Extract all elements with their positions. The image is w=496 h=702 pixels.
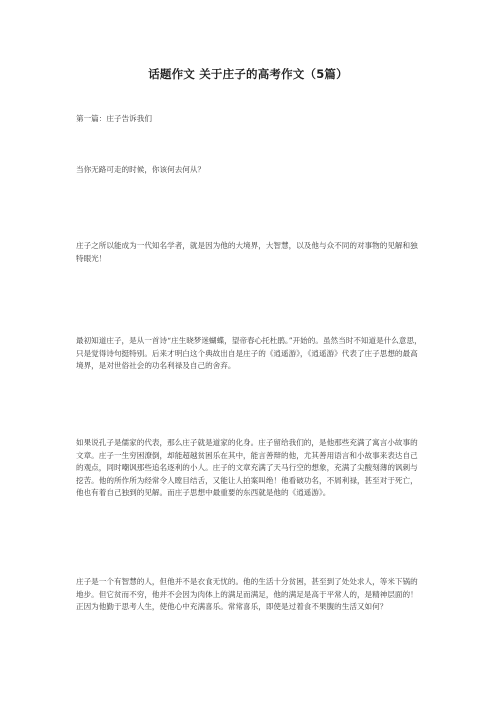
paragraph: 庄子之所以能成为一代知名学者，就是因为他的大境界，大智慧，以及他与众不同的对事物的见解和独特眼光！: [76, 241, 418, 263]
document-title: 话题作文 关于庄子的高考作文（5篇）: [148, 67, 348, 81]
section-heading: 第一篇：庄子告诉我们: [76, 114, 152, 123]
paragraph: 庄子是一个有智慧的人，但他并不是衣食无忧的。他的生活十分贫困，甚至到了处处求人，等米下锅的地步。但它贫而不穷，他并不会因为肉体上的满足而满足，他的满足是高于平常人的，是精神层面的！正因为他勤于思考人生，使他心中充满喜乐。常常喜乐，即使是过着食不果腹的生活又如何？: [76, 577, 418, 612]
paragraph: 如果说孔子是儒家的代表，那么庄子就是道家的化身。庄子留给我们的，是他那些充满了寓言小故事的文章。庄子一生穷困潦倒，却能超越贫困乐在其中，能言善辩的他，尤其善用语言和小故事来表达自己的观点，同时嘲讽那些追名逐利的小人。庄子的文章充满了天马行空的想象，充满了尖酸刻薄的讽刺与挖苦。他的所作所为经常令人瞠目结舌，又能让人拍案叫绝！他看破功名，不屑利禄，甚至对于死亡，他也有着自己独到的见解。而庄子思想中最重要的东西就是他的《逍遥游》。: [76, 438, 418, 498]
paragraph: 当你无路可走的时候，你该何去何从？: [76, 165, 206, 174]
paragraph: 最初知道庄子，是从一首诗“庄生晓梦迷蝴蝶，望帝春心托杜鹃。”开始的。虽然当时不知道是什么意思，只是觉得诗句挺特别。后来才明白这个典故出自是庄子的《逍遥游》，《逍遥游》代表了庄子思想的最高境界，是对世俗社会的功名利禄及自己的舍弃。: [76, 336, 422, 371]
